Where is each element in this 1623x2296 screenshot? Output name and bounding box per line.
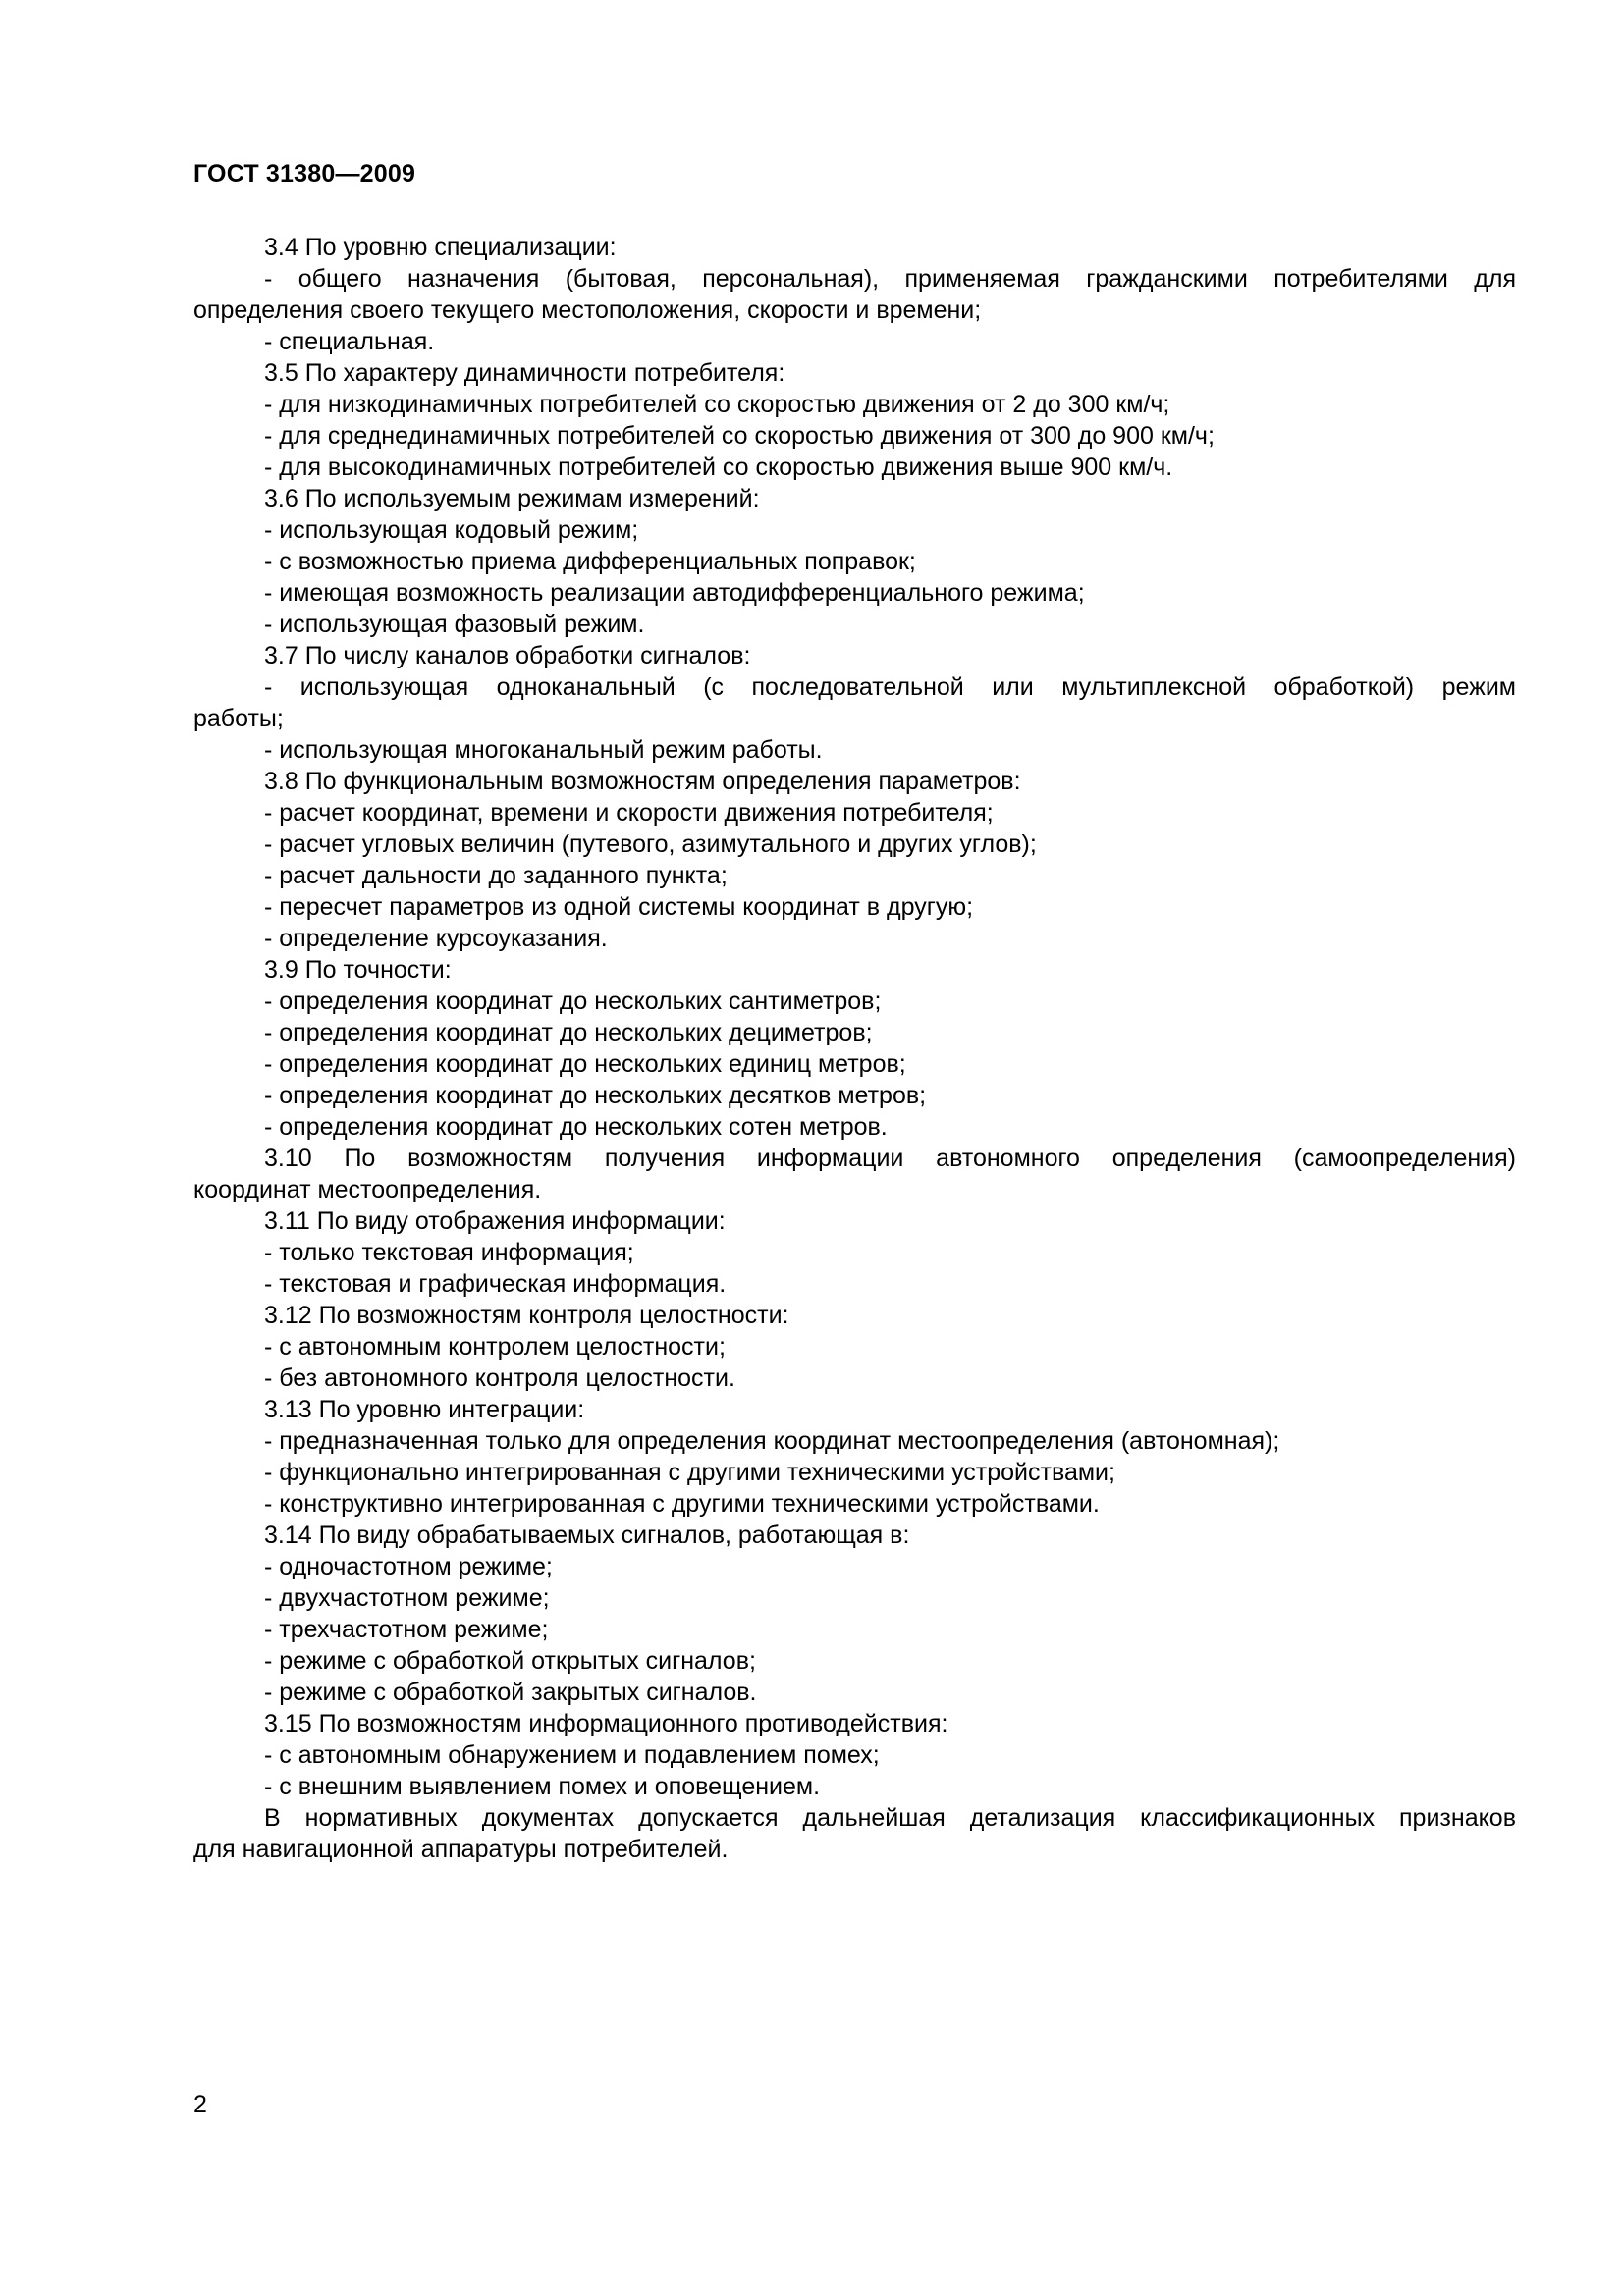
list-item-3-6-code: - использующая кодовый режим; xyxy=(264,516,639,544)
list-item-3-14-open: - режиме с обработкой открытых сигналов; xyxy=(264,1647,756,1675)
list-item-3-11-text: - только текстовая информация; xyxy=(264,1239,634,1266)
list-item-3-14-single-freq: - одночастотном режиме; xyxy=(264,1553,553,1580)
list-item-3-13-autonomous: - предназначенная только для определения координат местоопределения (автономная); xyxy=(264,1427,1280,1455)
list-item-3-13-structural: - конструктивно интегрированная с другими техническими устройствами. xyxy=(264,1490,1100,1518)
list-item-3-15-auto: - с автономным обнаружением и подавлением помех; xyxy=(264,1741,880,1769)
list-item-3-14-triple-freq: - трехчастотном режиме; xyxy=(264,1616,549,1643)
list-item-3-13-functional: - функционально интегрированная с другими техническими устройствами; xyxy=(264,1459,1115,1486)
section-3-15-heading: 3.15 По возможностям информационного противодействия: xyxy=(264,1710,948,1737)
list-item-3-12-without: - без автономного контроля целостности. xyxy=(264,1364,735,1392)
list-item-3-5-low: - для низкодинамичных потребителей со скоростью движения от 2 до 300 км/ч; xyxy=(264,391,1170,418)
list-item-3-4-special: - специальная. xyxy=(264,328,435,355)
section-3-7-heading: 3.7 По числу каналов обработки сигналов: xyxy=(264,642,751,669)
section-3-11-heading: 3.11 По виду отображения информации: xyxy=(264,1207,726,1235)
list-item-3-6-diff: - с возможностью приема дифференциальных поправок; xyxy=(264,548,916,575)
list-item-3-6-autodiff: - имеющая возможность реализации автодифференциального режима; xyxy=(264,579,1085,607)
list-item-3-5-high: - для высокодинамичных потребителей со скоростью движения выше 900 км/ч. xyxy=(264,454,1173,481)
list-item-3-9-m: - определения координат до нескольких единиц метров; xyxy=(264,1050,906,1078)
list-item-3-9-cm: - определения координат до нескольких сантиметров; xyxy=(264,988,882,1015)
list-item-3-5-mid: - для среднединамичных потребителей со скоростью движения от 300 до 900 км/ч; xyxy=(264,422,1215,450)
page-number: 2 xyxy=(193,2091,207,2118)
section-3-6-heading: 3.6 По используемым режимам измерений: xyxy=(264,485,760,512)
closing-paragraph: В нормативных документах допускается дальнейшая детализация классификационных признаков xyxy=(264,1804,1516,1832)
list-item-3-9-hundreds-m: - определения координат до нескольких сотен метров. xyxy=(264,1113,888,1141)
list-item-3-9-tens-m: - определения координат до нескольких десятков метров; xyxy=(264,1082,927,1109)
list-item-3-8-coords: - расчет координат, времени и скорости движения потребителя; xyxy=(264,799,994,827)
section-3-9-heading: 3.9 По точности: xyxy=(264,956,452,984)
list-item-3-4-general: - общего назначения (бытовая, персональная), применяемая гражданскими потребителями для xyxy=(264,265,1516,293)
list-item-3-4-general-cont: определения своего текущего местоположения, скорости и времени; xyxy=(193,296,982,324)
list-item-3-7-multi: - использующая многоканальный режим работы. xyxy=(264,736,823,764)
section-3-13-heading: 3.13 По уровню интеграции: xyxy=(264,1396,585,1423)
section-3-5-heading: 3.5 По характеру динамичности потребителя: xyxy=(264,359,785,387)
list-item-3-6-phase: - использующая фазовый режим. xyxy=(264,611,645,638)
list-item-3-8-range: - расчет дальности до заданного пункта; xyxy=(264,862,728,889)
section-3-12-heading: 3.12 По возможностям контроля целостности: xyxy=(264,1302,789,1329)
section-3-10-heading: 3.10 По возможностям получения информации автономного определения (самоопределения) xyxy=(264,1145,1516,1172)
section-3-4-heading: 3.4 По уровню специализации: xyxy=(264,234,617,261)
document-body xyxy=(193,232,1516,1865)
document-header: ГОСТ 31380—2009 xyxy=(193,160,416,187)
section-3-10-heading-cont: координат местоопределения. xyxy=(193,1176,542,1203)
list-item-3-12-with: - с автономным контролем целостности; xyxy=(264,1333,726,1361)
list-item-3-9-dm: - определения координат до нескольких дециметров; xyxy=(264,1019,873,1046)
list-item-3-8-angles: - расчет угловых величин (путевого, азимутального и других углов); xyxy=(264,830,1037,858)
list-item-3-11-graphic: - текстовая и графическая информация. xyxy=(264,1270,727,1298)
closing-paragraph-cont: для навигационной аппаратуры потребителей. xyxy=(193,1836,729,1863)
list-item-3-8-convert: - пересчет параметров из одной системы координат в другую; xyxy=(264,893,974,921)
list-item-3-14-dual-freq: - двухчастотном режиме; xyxy=(264,1584,550,1612)
list-item-3-14-closed: - режиме с обработкой закрытых сигналов. xyxy=(264,1679,757,1706)
section-3-14-heading: 3.14 По виду обрабатываемых сигналов, работающая в: xyxy=(264,1522,910,1549)
section-3-8-heading: 3.8 По функциональным возможностям определения параметров: xyxy=(264,768,1021,795)
list-item-3-15-external: - с внешним выявлением помех и оповещением. xyxy=(264,1773,821,1800)
list-item-3-8-heading: - определение курсоуказания. xyxy=(264,925,608,952)
list-item-3-7-single-cont: работы; xyxy=(193,705,284,732)
list-item-3-7-single: - использующая одноканальный (с последовательной или мультиплексной обработкой) режим xyxy=(264,673,1516,701)
